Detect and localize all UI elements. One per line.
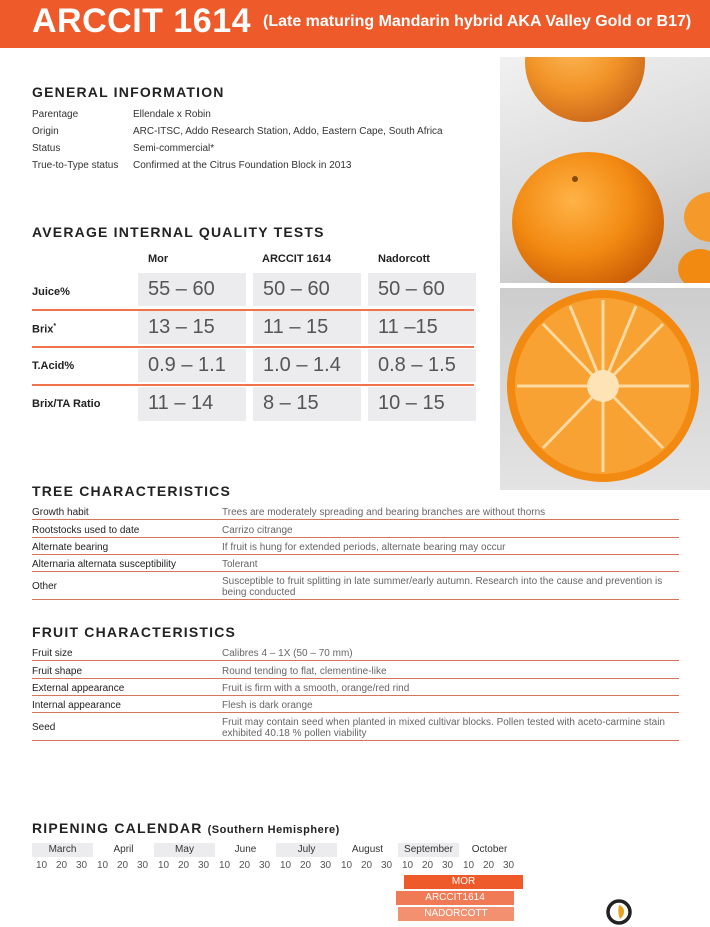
fruit-title: FRUIT CHARACTERISTICS [32, 624, 237, 640]
calendar-day-label: 30 [259, 860, 271, 871]
fruit-row-label: Fruit size [32, 648, 73, 659]
quality-row-label-sup: * [53, 323, 57, 330]
quality-cell: 8 – 15 [253, 387, 361, 421]
calendar-day-label: 20 [422, 860, 434, 871]
quality-col-mor: Mor [148, 253, 169, 265]
whole-mandarin-icon [500, 57, 710, 283]
quality-col-nadorcott: Nadorcott [378, 253, 430, 265]
calendar-month-label: August [351, 844, 384, 855]
calendar-day-label: 30 [320, 860, 332, 871]
calendar-day-label: 30 [381, 860, 393, 871]
calendar-day-label: 20 [117, 860, 129, 871]
calendar-day-label: 20 [56, 860, 68, 871]
calendar-day-label: 20 [300, 860, 312, 871]
tree-row [32, 504, 679, 520]
general-info-value: ARC-ITSC, Addo Research Station, Addo, Eastern Cape, South Africa [133, 126, 443, 137]
quality-row-label: Brix/TA Ratio [32, 398, 101, 410]
tree-row-value: Trees are moderately spreading and bearing branches are without thorns [222, 507, 546, 518]
general-info-label: Parentage [32, 109, 79, 120]
calendar-month-label: March [48, 844, 77, 855]
quality-cell: 10 – 15 [368, 387, 476, 421]
page-subtitle: (Late maturing Mandarin hybrid AKA Valley Gold or B17) [263, 13, 692, 30]
calendar-subtitle: (Southern Hemisphere) [207, 824, 340, 836]
calendar-day-label: 20 [483, 860, 495, 871]
calendar-day-label: 10 [36, 860, 48, 871]
calendar-day-label: 10 [463, 860, 475, 871]
calendar-bar-mor: MOR [404, 875, 523, 889]
tree-row [32, 573, 679, 600]
calendar-bar-nadorcott: NADORCOTT [398, 907, 514, 921]
quality-cell: 13 – 15 [138, 311, 246, 344]
fruit-row-label: Fruit shape [32, 666, 83, 677]
quality-cell: 0.8 – 1.5 [368, 349, 476, 382]
quality-cell: 11 – 15 [253, 311, 361, 344]
tree-row [32, 556, 679, 572]
quality-row-label [32, 323, 56, 336]
fruit-row-value: Round tending to flat, clementine-like [222, 666, 387, 677]
tree-row [32, 539, 679, 555]
fruit-row [32, 662, 679, 679]
fruit-row-label: Internal appearance [32, 700, 121, 711]
general-info-label: Status [32, 143, 61, 154]
calendar-day-label: 10 [280, 860, 292, 871]
fruit-row [32, 697, 679, 713]
tree-row-label: Alternate bearing [32, 542, 109, 553]
general-info-value: Confirmed at the Citrus Foundation Block in 2013 [133, 160, 352, 171]
tree-row-value: Carrizo citrange [222, 525, 293, 536]
tree-row-label: Growth habit [32, 507, 89, 518]
calendar-day-label: 30 [442, 860, 454, 871]
cut-mandarin-icon [500, 288, 710, 490]
quality-col-arccit: ARCCIT 1614 [262, 253, 332, 265]
quality-cell: 55 – 60 [138, 273, 246, 306]
tree-row-label: Alternaria alternata susceptibility [32, 559, 176, 570]
quality-cell: 50 – 60 [253, 273, 361, 306]
tree-row [32, 521, 679, 538]
quality-cell: 11 – 14 [138, 387, 246, 421]
tree-title: TREE CHARACTERISTICS [32, 483, 232, 499]
header-banner [0, 0, 710, 48]
quality-cell: 1.0 – 1.4 [253, 349, 361, 382]
calendar-day-label: 10 [341, 860, 353, 871]
fruit-row [32, 714, 679, 741]
calendar-month-label: October [471, 844, 508, 855]
calendar-day-label: 20 [239, 860, 251, 871]
calendar-title-text: RIPENING CALENDAR [32, 820, 203, 836]
calendar-month-label: April [113, 844, 134, 855]
tree-row-value: Susceptible to fruit splitting in late summer/early autumn. Research into the cause and prevention is being conducted [222, 576, 663, 598]
fruit-row [32, 645, 679, 661]
fruit-row-label: Seed [32, 722, 56, 733]
whole-mandarin-photo [500, 57, 710, 283]
general-info-label: Origin [32, 126, 59, 137]
fruit-row-value: Calibres 4 – 1X (50 – 70 mm) [222, 648, 353, 659]
general-info-value: Semi-commercial* [133, 143, 215, 154]
calendar-day-label: 30 [76, 860, 88, 871]
calendar-day-label: 30 [503, 860, 515, 871]
calendar-month-label: May [175, 844, 194, 855]
calendar-day-label: 10 [158, 860, 170, 871]
tree-row-value: Tolerant [222, 559, 258, 570]
calendar-title [32, 820, 340, 836]
calendar-day-label: 10 [402, 860, 414, 871]
calendar-day-label: 30 [137, 860, 149, 871]
tree-row-label: Rootstocks used to date [32, 525, 140, 536]
fruit-row-label: External appearance [32, 683, 125, 694]
calendar-day-label: 20 [178, 860, 190, 871]
quality-cell: 0.9 – 1.1 [138, 349, 246, 382]
page-title: ARCCIT 1614 [32, 2, 252, 40]
fruit-row [32, 680, 679, 696]
tree-row-label: Other [32, 581, 58, 592]
calendar-day-label: 20 [361, 860, 373, 871]
calendar-month-label: September [404, 844, 453, 855]
fruit-row-value: Flesh is dark orange [222, 700, 313, 711]
calendar-bar-arccit1614: ARCCIT1614 [396, 891, 514, 905]
calendar-month-label: June [234, 844, 257, 855]
calendar-day-label: 10 [219, 860, 231, 871]
quality-cell: 11 –15 [368, 311, 476, 344]
calendar-day-label: 10 [97, 860, 109, 871]
general-info-label: True-to-Type status [32, 160, 119, 171]
tree-row-value: If fruit is hung for extended periods, alternate bearing may occur [222, 542, 506, 553]
quality-cell: 50 – 60 [368, 273, 476, 306]
fruit-row-value: Fruit may contain seed when planted in mixed cultivar blocks. Pollen tested with aceto-carmine stain exhibited 40.18 % pollen viability [222, 717, 665, 739]
quality-separator [32, 346, 474, 348]
quality-row-label-text: Brix [32, 323, 54, 336]
arc-logo-icon [606, 899, 632, 925]
quality-title: AVERAGE INTERNAL QUALITY TESTS [32, 224, 325, 240]
fruit-row-value: Fruit is firm with a smooth, orange/red rind [222, 683, 410, 694]
quality-separator [32, 384, 474, 386]
cut-mandarin-photo [500, 288, 710, 490]
calendar-month-label: July [297, 844, 316, 855]
calendar-day-label: 30 [198, 860, 210, 871]
quality-row-label: T.Acid% [32, 360, 75, 372]
general-info-value: Ellendale x Robin [133, 109, 211, 120]
quality-row-label: Juice% [32, 286, 70, 298]
general-info-title: GENERAL INFORMATION [32, 84, 225, 100]
